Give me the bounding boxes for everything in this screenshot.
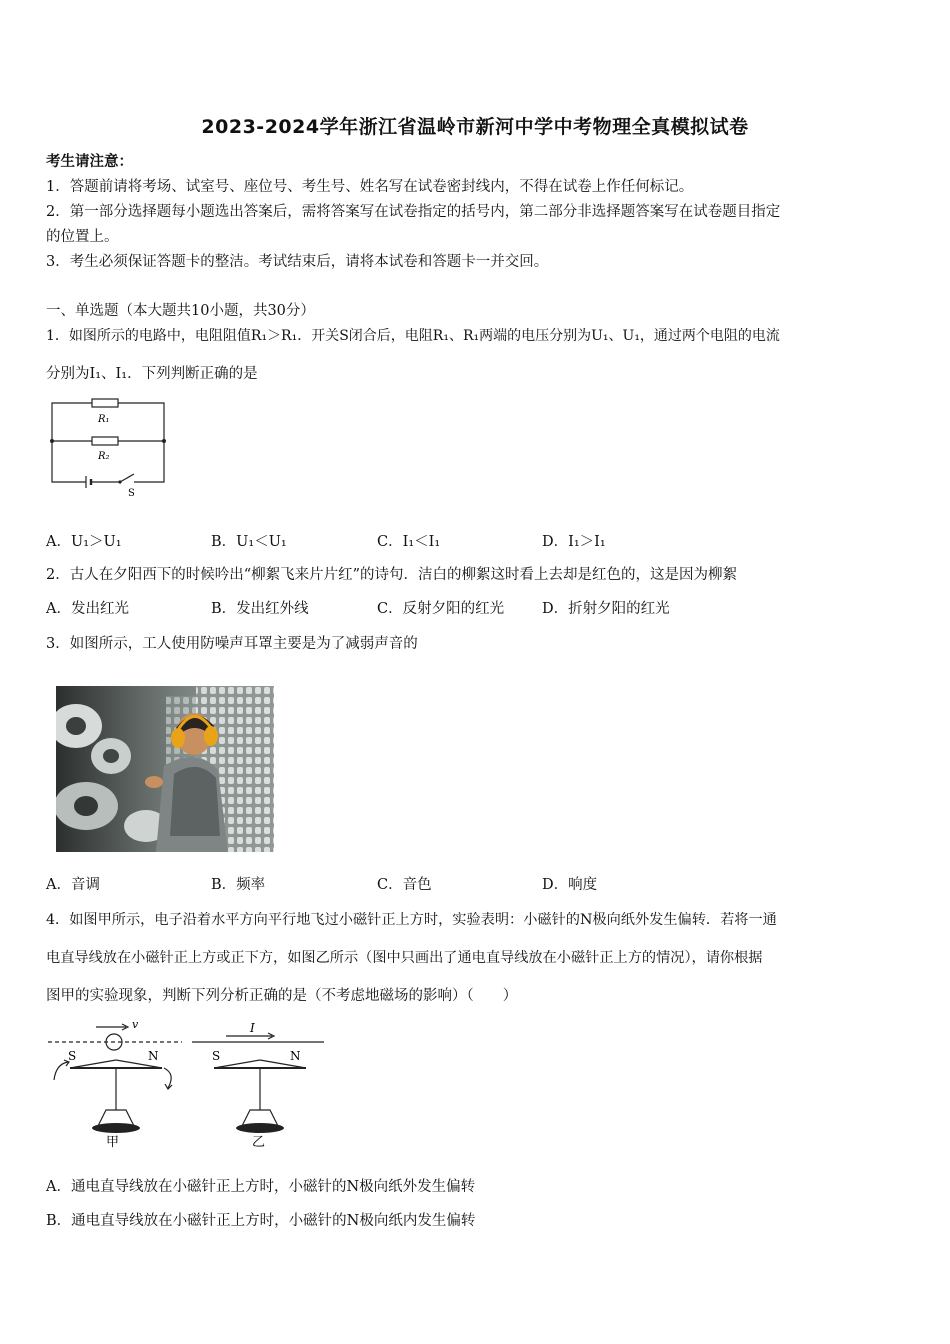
q1-option-c[interactable]: C．I₁＜I₁ bbox=[377, 534, 441, 550]
yi-label: 乙 bbox=[252, 1135, 266, 1150]
q2-stem: 2．古人在夕阳西下的时候吟出“柳絮飞来片片红”的诗句．洁白的柳絮这时看上去却是红色的，这是因为柳絮 bbox=[46, 567, 738, 583]
q2-option-a[interactable]: A．发出红光 bbox=[46, 601, 129, 617]
q1-stem-line1: 1．如图所示的电路中，电阻阻值R₁＞R₁．开关S闭合后，电阻R₁、R₁两端的电压分别为U₁、U₁，通过两个电阻的电流 bbox=[46, 328, 780, 344]
magnetic-needle-diagram bbox=[44, 1018, 329, 1150]
q4-stem-line1: 4．如图甲所示，电子沿着水平方向平行地飞过小磁针正上方时，实验表明：小磁针的N极向纸外发生偏转．若将一通 bbox=[46, 912, 777, 928]
q3-option-b[interactable]: B．频率 bbox=[211, 877, 266, 893]
q3-stem: 3．如图所示，工人使用防噪声耳罩主要是为了减弱声音的 bbox=[46, 636, 418, 652]
q4-stem-line2: 电直导线放在小磁针正上方或正下方，如图乙所示（图中只画出了通电直导线放在小磁针正上方的情况），请你根据 bbox=[46, 950, 763, 966]
q2-option-d[interactable]: D．折射夕阳的红光 bbox=[542, 601, 670, 617]
jia-s-label: S bbox=[68, 1049, 77, 1063]
jia-label: 甲 bbox=[106, 1135, 120, 1150]
q4-stem-line3: 图甲的实验现象，判断下列分析正确的是（不考虑地磁场的影响）（ ） bbox=[46, 988, 518, 1004]
q3-option-a[interactable]: A．音调 bbox=[46, 877, 100, 893]
q1-option-a[interactable]: A．U₁＞U₁ bbox=[46, 534, 122, 550]
q1-stem-line2: 分别为I₁、I₁．下列判断正确的是 bbox=[46, 366, 258, 382]
q4-option-a[interactable]: A．通电直导线放在小磁针正上方时，小磁针的N极向纸外发生偏转 bbox=[46, 1179, 476, 1195]
switch-label: S bbox=[128, 488, 135, 499]
section-heading: 一、单选题（本大题共10小题，共30分） bbox=[46, 303, 315, 319]
r1-label: R₁ bbox=[98, 414, 110, 425]
velocity-label: v bbox=[132, 1018, 139, 1031]
worker-earmuff-photo bbox=[56, 686, 274, 852]
jia-n-label: N bbox=[148, 1049, 159, 1063]
circuit-diagram bbox=[46, 394, 176, 499]
notice-heading: 考生请注意： bbox=[46, 153, 133, 170]
page-title: 2023-2024学年浙江省温岭市新河中学中考物理全真模拟试卷 bbox=[201, 116, 749, 138]
q1-option-d[interactable]: D．I₁＞I₁ bbox=[542, 534, 606, 550]
q2-option-c[interactable]: C．反射夕阳的红光 bbox=[377, 601, 505, 617]
notice-item-1: 1．答题前请将考场、试室号、座位号、考生号、姓名写在试卷密封线内，不得在试卷上作任何标记。 bbox=[46, 179, 694, 195]
yi-n-label: N bbox=[290, 1049, 301, 1063]
q2-option-b[interactable]: B．发出红外线 bbox=[211, 601, 309, 617]
q3-option-c[interactable]: C．音色 bbox=[377, 877, 432, 893]
notice-item-3: 3．考生必须保证答题卡的整洁。考试结束后，请将本试卷和答题卡一并交回。 bbox=[46, 254, 549, 270]
r2-label: R₂ bbox=[98, 451, 110, 462]
notice-item-2: 2．第一部分选择题每小题选出答案后，需将答案写在试卷指定的括号内，第二部分非选择题答案写在试卷题目指定 bbox=[46, 204, 781, 220]
q3-option-d[interactable]: D．响度 bbox=[542, 877, 598, 893]
q1-option-b[interactable]: B．U₁＜U₁ bbox=[211, 534, 287, 550]
current-label: I bbox=[250, 1021, 255, 1035]
q4-option-b[interactable]: B．通电直导线放在小磁针正上方时，小磁针的N极向纸内发生偏转 bbox=[46, 1213, 476, 1229]
notice-item-2-cont: 的位置上。 bbox=[46, 229, 119, 245]
yi-s-label: S bbox=[212, 1049, 221, 1063]
